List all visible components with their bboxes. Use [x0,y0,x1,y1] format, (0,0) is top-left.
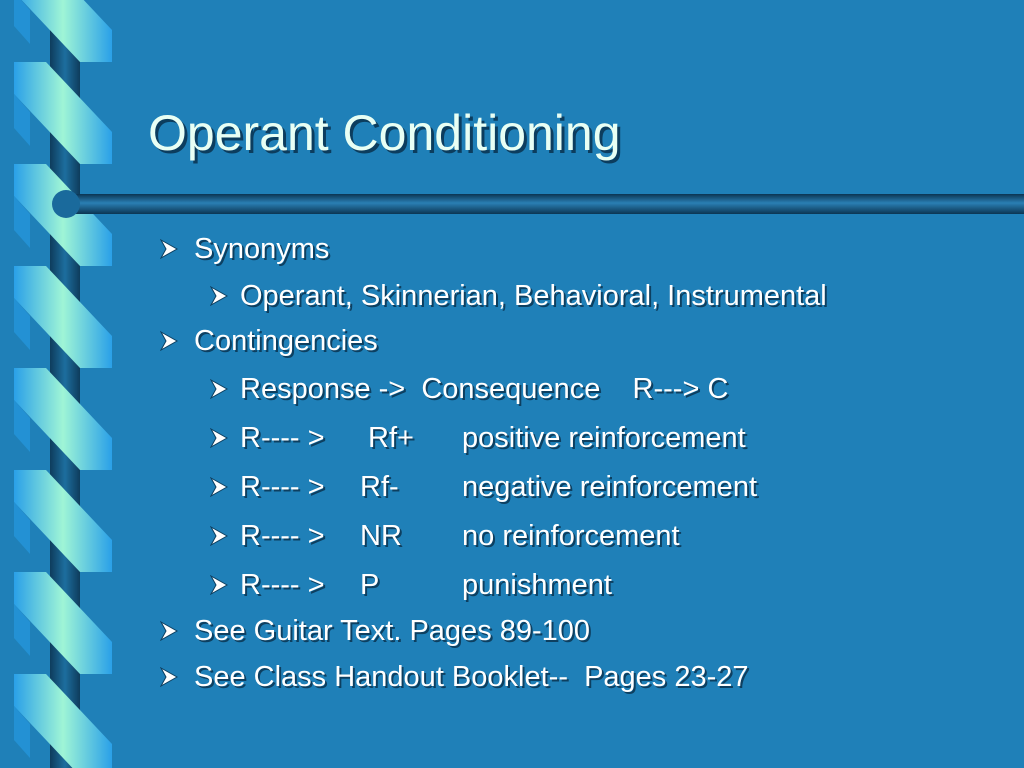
bullet-text: See Class Handout Booklet-- Pages 23-27 [194,661,749,693]
sub-bullet-text: Operant, Skinnerian, Behavioral, Instrumental [240,280,827,312]
arrow-bullet-icon [210,286,228,306]
contingency-response: R---- > [240,471,325,503]
slide-title: Operant Conditioning [148,105,621,161]
bullet-text: See Guitar Text. Pages 89-100 [194,615,591,647]
arrow-bullet-icon [210,428,228,448]
contingency-response: R---- > [240,520,325,552]
contingency-meaning: no reinforcement [462,520,680,552]
ribbon-back-segment [14,0,30,44]
arrow-bullet-icon [210,575,228,595]
contingency-meaning: positive reinforcement [462,422,746,454]
arrow-bullet-icon [210,526,228,546]
sub-bullet-text: Response -> Consequence R---> C [240,373,729,405]
contingency-meaning: negative reinforcement [462,471,757,503]
arrow-bullet-icon [160,331,178,351]
contingency-symbol: P [360,569,380,601]
title-divider-bar [50,190,1024,218]
arrow-bullet-icon [160,667,178,687]
arrow-bullet-icon [210,379,228,399]
bullet-text: Contingencies [194,325,378,357]
arrow-bullet-icon [160,239,178,259]
contingency-symbol: Rf- [360,471,399,503]
contingency-response: R---- > [240,422,325,454]
arrow-bullet-icon [160,621,178,641]
contingency-symbol: NR [360,520,402,552]
bullet-text: Synonyms [194,233,330,265]
contingency-meaning: punishment [462,569,612,601]
twisted-ribbon-decoration [0,0,112,768]
contingency-response: R---- > [240,569,325,601]
contingency-symbol: Rf+ [368,422,414,454]
arrow-bullet-icon [210,477,228,497]
